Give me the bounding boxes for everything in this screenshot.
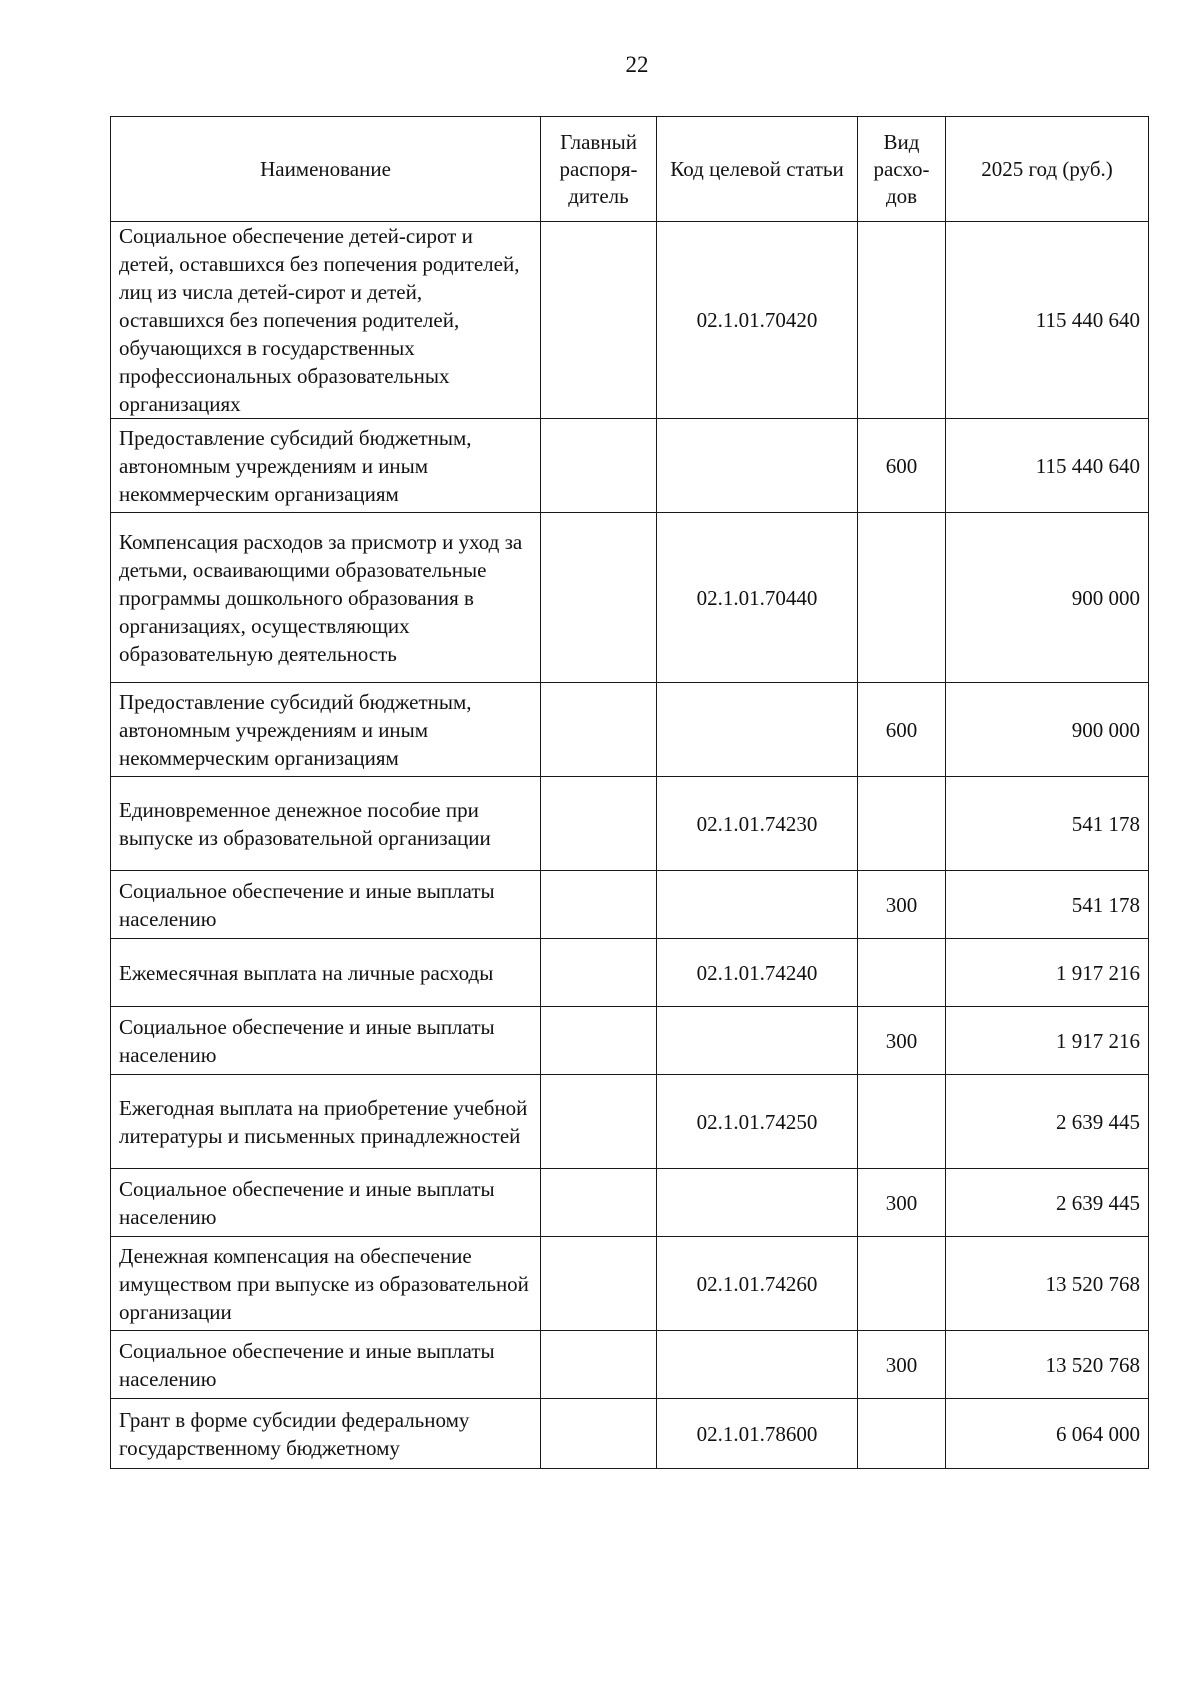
row-type <box>858 1399 946 1469</box>
table-row <box>111 871 1149 939</box>
row-name: Ежемесячная выплата на личные расходы <box>111 939 541 1007</box>
table-row <box>111 1399 1149 1469</box>
row-admin <box>541 683 657 777</box>
row-admin <box>541 1399 657 1469</box>
row-code <box>657 1007 858 1075</box>
table-row <box>111 683 1149 777</box>
table-row <box>111 1169 1149 1237</box>
row-amount: 1 917 216 <box>946 939 1149 1007</box>
row-admin <box>541 513 657 683</box>
row-type <box>858 513 946 683</box>
header-code: Код целевой статьи <box>657 117 858 222</box>
table-row <box>111 1075 1149 1169</box>
row-type: 600 <box>858 419 946 513</box>
row-name: Социальное обеспечение детей-сирот и детей, оставшихся без попечения родителей, лиц из числа детей-сирот и детей, оставшихся без попечения родителей, обучающихся в государственных профессиональных образовательных организациях <box>111 222 541 419</box>
row-code: 02.1.01.70420 <box>657 222 858 419</box>
row-admin <box>541 1007 657 1075</box>
row-amount: 900 000 <box>946 683 1149 777</box>
row-name: Грант в форме субсидии федеральному государственному бюджетному <box>111 1399 541 1469</box>
row-name: Социальное обеспечение и иные выплаты населению <box>111 871 541 939</box>
row-name: Ежегодная выплата на приобретение учебной литературы и письменных принадлежностей <box>111 1075 541 1169</box>
row-code: 02.1.01.74250 <box>657 1075 858 1169</box>
row-amount: 2 639 445 <box>946 1075 1149 1169</box>
row-admin <box>541 1075 657 1169</box>
row-type: 300 <box>858 1007 946 1075</box>
row-admin <box>541 222 657 419</box>
row-code: 02.1.01.74240 <box>657 939 858 1007</box>
row-admin <box>541 871 657 939</box>
row-name: Социальное обеспечение и иные выплаты населению <box>111 1007 541 1075</box>
row-name: Предоставление субсидий бюджетным, автономным учреждениям и иным некоммерческим организациям <box>111 683 541 777</box>
row-code: 02.1.01.74230 <box>657 777 858 871</box>
row-amount: 2 639 445 <box>946 1169 1149 1237</box>
row-admin <box>541 939 657 1007</box>
row-code <box>657 1331 858 1399</box>
row-code: 02.1.01.70440 <box>657 513 858 683</box>
table-row <box>111 513 1149 683</box>
row-name: Предоставление субсидий бюджетным, автономным учреждениям и иным некоммерческим организациям <box>111 419 541 513</box>
table-row <box>111 777 1149 871</box>
row-name: Денежная компенсация на обеспечение имуществом при выпуске из образовательной организации <box>111 1237 541 1331</box>
page-number: 22 <box>625 52 649 77</box>
row-type <box>858 939 946 1007</box>
row-type: 300 <box>858 1331 946 1399</box>
row-code <box>657 683 858 777</box>
row-amount: 13 520 768 <box>946 1331 1149 1399</box>
row-type: 600 <box>858 683 946 777</box>
row-type <box>858 1075 946 1169</box>
row-admin <box>541 1331 657 1399</box>
row-amount: 13 520 768 <box>946 1237 1149 1331</box>
budget-table <box>110 116 1149 1469</box>
row-amount: 6 064 000 <box>946 1399 1149 1469</box>
row-code: 02.1.01.74260 <box>657 1237 858 1331</box>
row-admin <box>541 1237 657 1331</box>
table-row <box>111 1237 1149 1331</box>
table-row <box>111 419 1149 513</box>
row-code <box>657 871 858 939</box>
header-type: Вид расхо-дов <box>858 117 946 222</box>
row-admin <box>541 777 657 871</box>
row-amount: 541 178 <box>946 871 1149 939</box>
row-name: Компенсация расходов за присмотр и уход за детьми, осваивающими образовательные программы дошкольного образования в организациях, осуществляющих образовательную деятельность <box>111 513 541 683</box>
row-name: Единовременное денежное пособие при выпуске из образовательной организации <box>111 777 541 871</box>
row-amount: 115 440 640 <box>946 222 1149 419</box>
row-name: Социальное обеспечение и иные выплаты населению <box>111 1169 541 1237</box>
row-name: Социальное обеспечение и иные выплаты населению <box>111 1331 541 1399</box>
table-row <box>111 939 1149 1007</box>
table-row <box>111 1331 1149 1399</box>
row-amount: 541 178 <box>946 777 1149 871</box>
table-header-row <box>111 117 1149 222</box>
row-type: 300 <box>858 871 946 939</box>
row-amount: 900 000 <box>946 513 1149 683</box>
row-amount: 115 440 640 <box>946 419 1149 513</box>
row-type: 300 <box>858 1169 946 1237</box>
row-amount: 1 917 216 <box>946 1007 1149 1075</box>
table-row <box>111 222 1149 419</box>
row-type <box>858 777 946 871</box>
header-amount: 2025 год (руб.) <box>946 117 1149 222</box>
header-admin: Главный распоря-дитель <box>541 117 657 222</box>
row-admin <box>541 1169 657 1237</box>
row-admin <box>541 419 657 513</box>
header-name: Наименование <box>111 117 541 222</box>
row-code: 02.1.01.78600 <box>657 1399 858 1469</box>
row-type <box>858 222 946 419</box>
table-row <box>111 1007 1149 1075</box>
row-code <box>657 419 858 513</box>
row-type <box>858 1237 946 1331</box>
row-code <box>657 1169 858 1237</box>
